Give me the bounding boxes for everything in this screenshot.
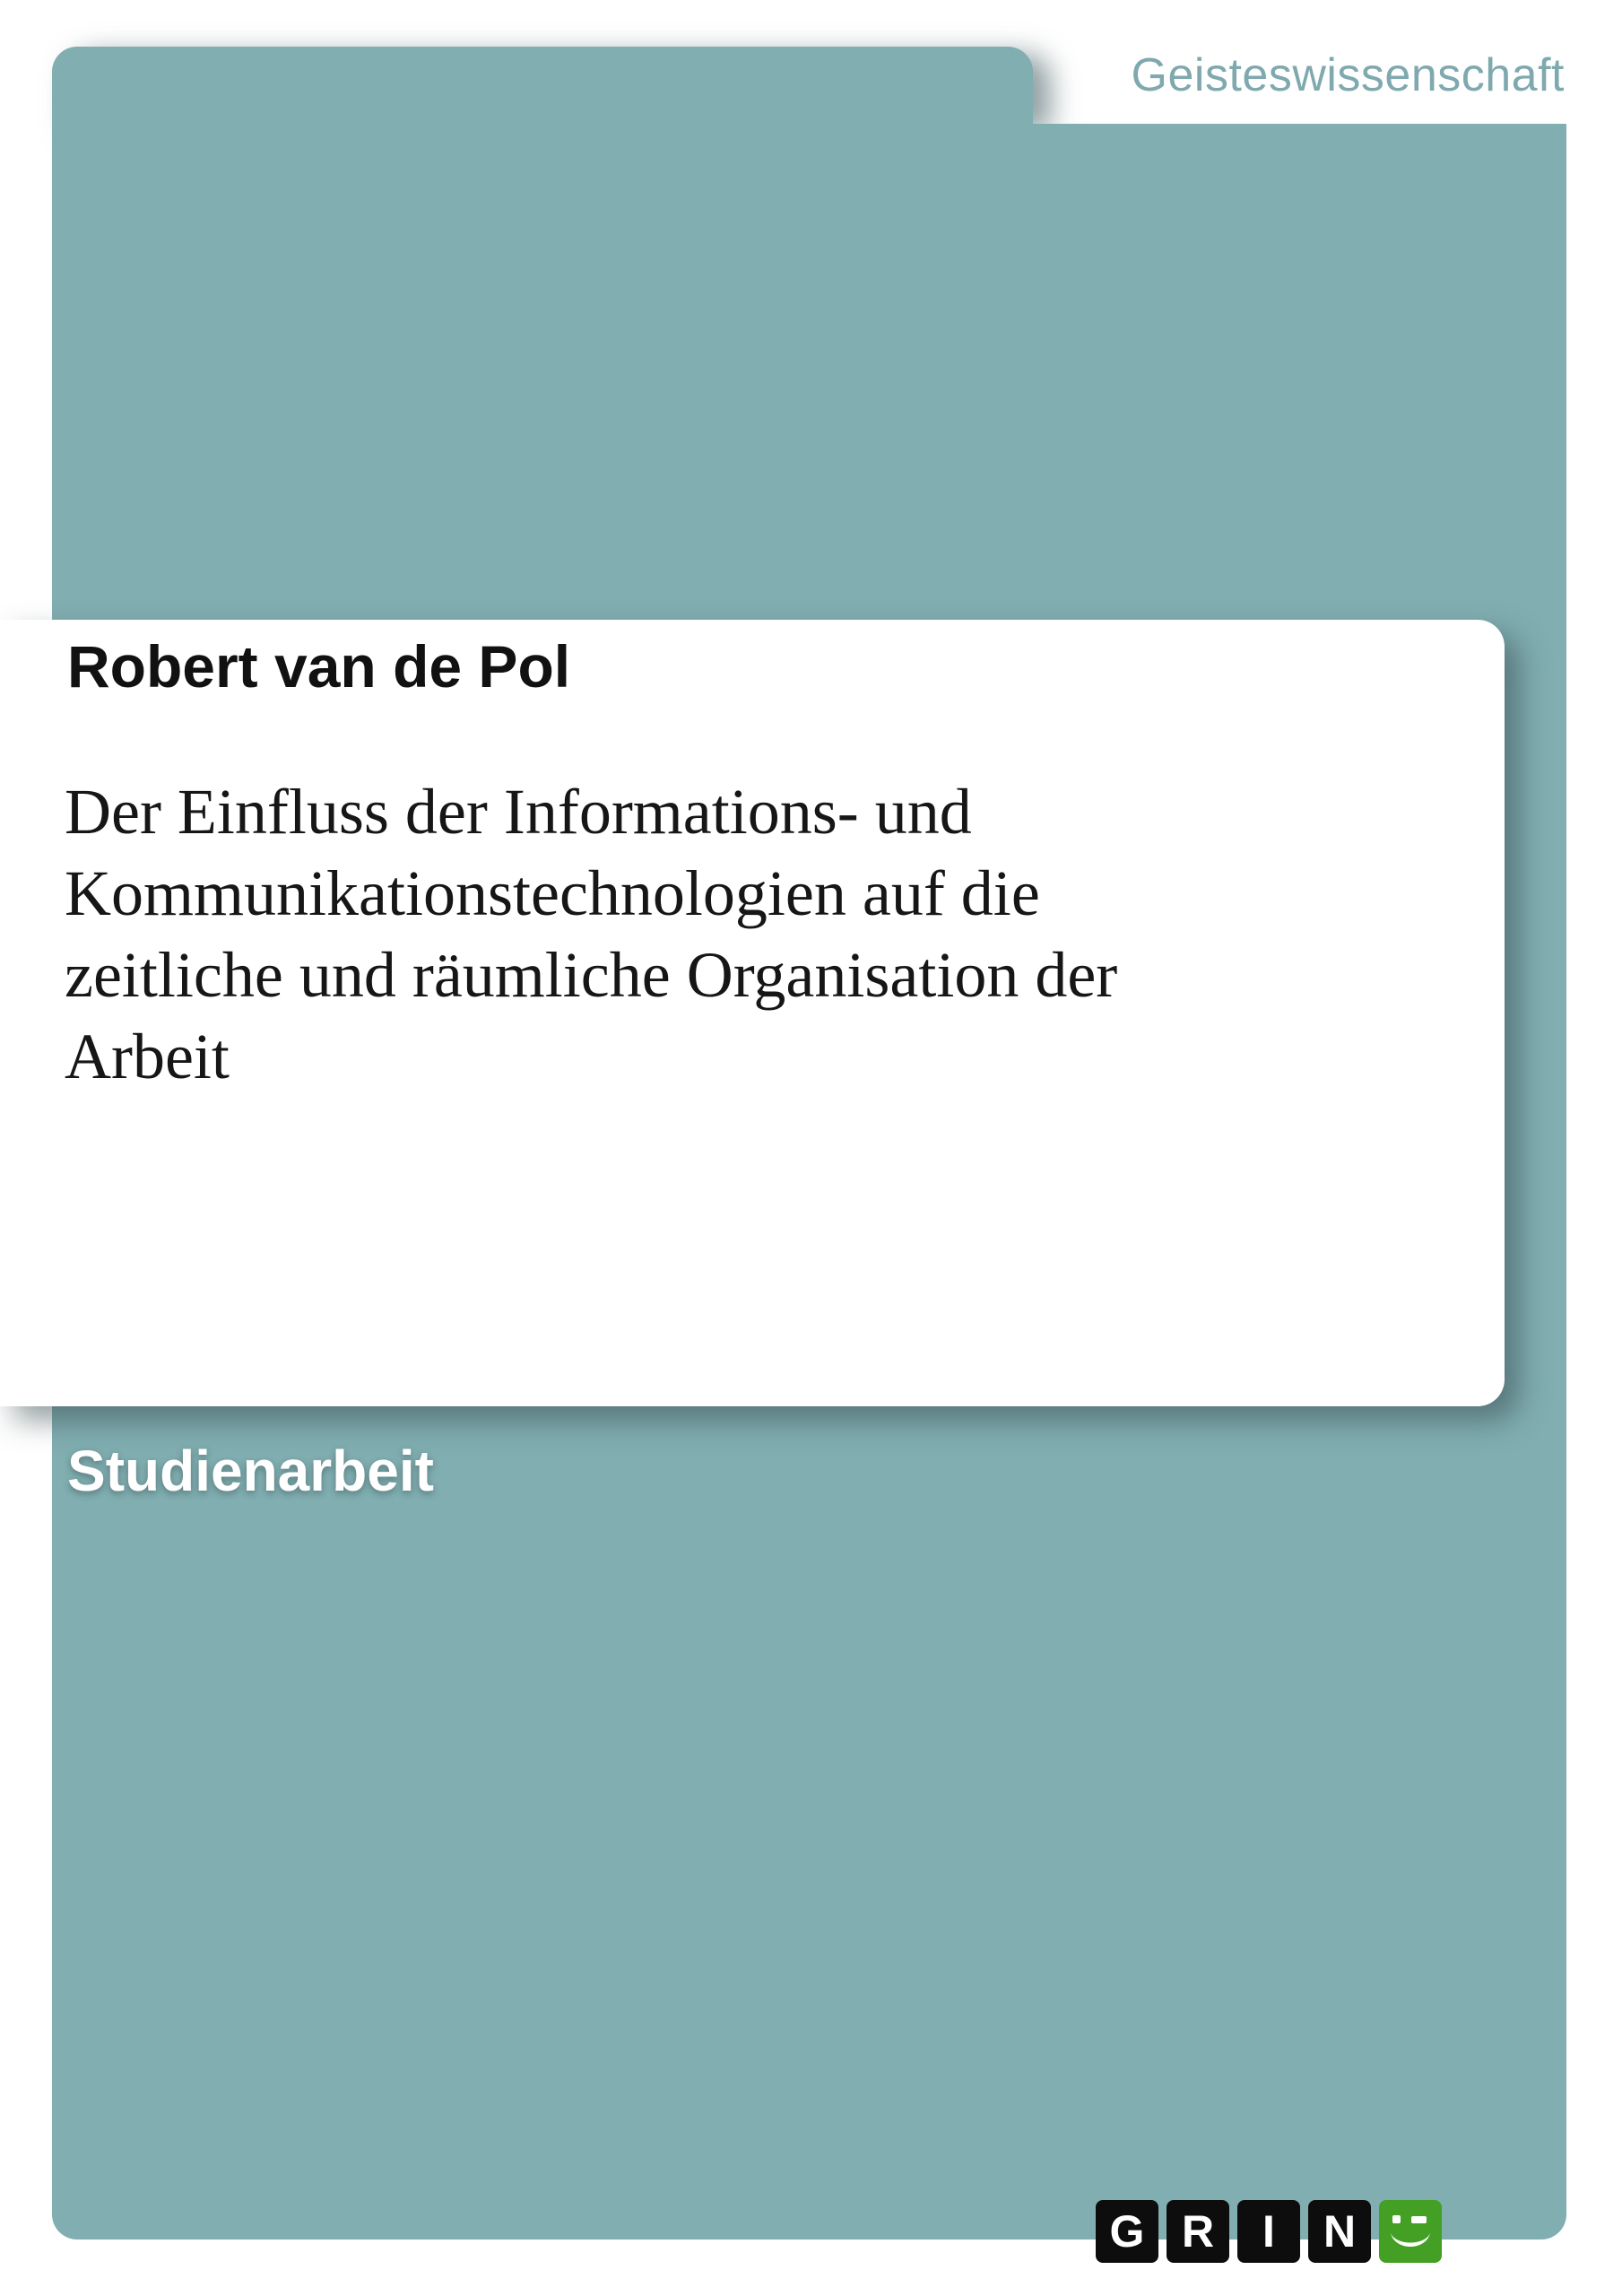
book-title-line: Der Einfluss der Informations- und: [65, 776, 972, 848]
book-title-line: Kommunikationstechnologien auf die: [65, 857, 1040, 929]
grin-letter-box: [1237, 2200, 1300, 2263]
grin-letter: G: [1109, 2206, 1145, 2257]
grin-letter-box: [1308, 2200, 1371, 2263]
grin-smiley-box: [1379, 2200, 1442, 2263]
book-title: [65, 771, 1445, 1098]
grin-letter-box: [1167, 2200, 1229, 2263]
grin-logo: [1096, 2200, 1442, 2263]
book-title-line: Arbeit: [65, 1021, 230, 1092]
grin-smiley-icon: [1379, 2200, 1442, 2263]
author-name: Robert van de Pol: [67, 633, 571, 700]
category-label: Geisteswissenschaft: [1131, 49, 1565, 101]
grin-letter: I: [1262, 2206, 1275, 2257]
grin-letter: N: [1323, 2206, 1357, 2257]
grin-letter-box: [1096, 2200, 1158, 2263]
doc-type-label: Studienarbeit: [67, 1439, 434, 1503]
cover-top-strip: [52, 47, 1033, 124]
book-title-line: zeitliche und räumliche Organisation der: [65, 939, 1118, 1011]
grin-letter: R: [1181, 2206, 1215, 2257]
